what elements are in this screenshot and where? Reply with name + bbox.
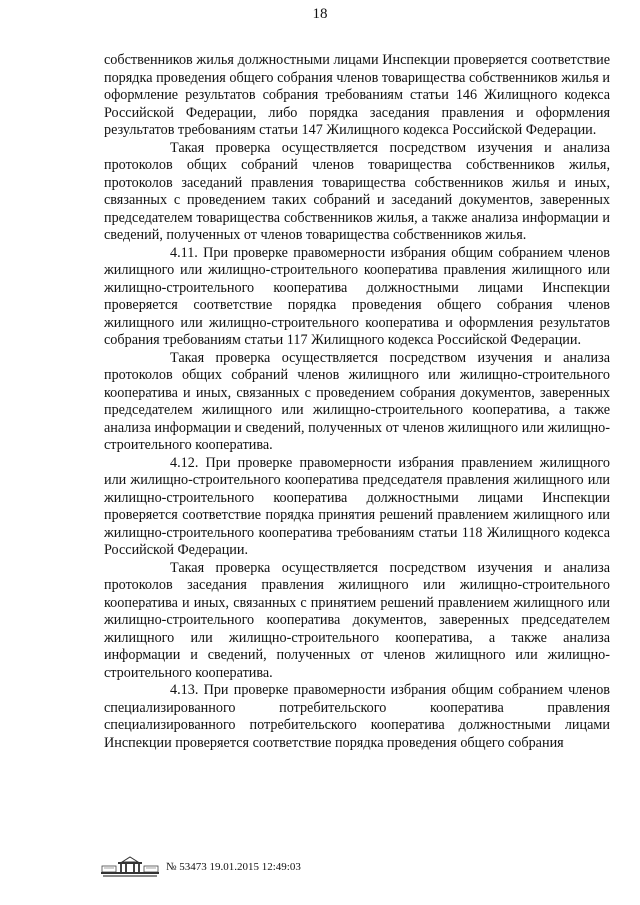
paragraph-4-12: 4.12. При проверке правомерности избрания правлением жилищного или жилищно-строительного кооператива председателя правления жилищного или жилищно-строительного кооператива должностными лицами Инспекции проверяется соответствие порядка принятия решений правлением жилищного или жилищно-строительного кооператива требованиям статьи 118 Жилищного кодекса Российской Федерации. [104, 454, 610, 558]
paragraph-tsj-check: Такая проверка осуществляется посредством изучения и анализа протоколов общих собраний членов товарищества собственников жилья, протоколов заседаний правления товарищества собственников жилья и иных, связанных с проведением таких собраний и заседаний документов, заверенных председателем товарищества собственников жилья, а также анализа информации и сведений, полученных от членов товарищества собственников жилья. [104, 139, 610, 243]
paragraph-4-13: 4.13. При проверке правомерности избрания общим собранием членов специализированного потребительского кооператива правления специализированного потребительского кооператива должностными лицами Инспекции проверяется соответствие порядка проведения общего собрания [104, 682, 610, 751]
document-footer [100, 856, 360, 878]
government-building-emblem-icon [100, 856, 160, 878]
paragraph-4-11: 4.11. При проверке правомерности избрания общим собранием членов жилищного или жилищно-строительного кооператива правления жилищного или жилищно-строительного кооператива должностными лицами Инспекции проверяется соответствие порядка проведения общего собрания членов жилищного или жилищно-строительного кооператива и оформления результатов собрания требованиям статьи 117 Жилищного кодекса Российской Федерации. [104, 244, 610, 348]
document-body [104, 52, 610, 752]
registration-stamp: № 53473 19.01.2015 12:49:03 [166, 861, 301, 873]
paragraph-4-11-check: Такая проверка осуществляется посредством изучения и анализа протоколов общих собраний членов жилищного или жилищно-строительного кооператива и иных, связанных с проведением собрания документов, заверенных председателем жилищного или жилищно-строительного кооператива, а также анализа информации и сведений, полученных от членов жилищного или жилищно-строительного кооператива. [104, 349, 610, 453]
paragraph-4-12-check: Такая проверка осуществляется посредством изучения и анализа протоколов заседания правления жилищного или жилищно-строительного кооператива и иных, связанных с принятием решений правлением жилищного или жилищно-строительного кооператива документов, заверенных председателем жилищного или жилищно-строительного кооператива, а также анализа информации и сведений, полученных от членов жилищного или жилищно-строительного кооператива. [104, 559, 610, 681]
page-number: 18 [312, 6, 328, 22]
paragraph-continuation: собственников жилья должностными лицами Инспекции проверяется соответствие порядка проведения общего собрания членов товарищества собственников жилья и оформление результатов собрания требованиям статьи 146 Жилищного кодекса Российской Федерации, либо порядка заседания правления и оформления результатов требованиям статьи 147 Жилищного кодекса Российской Федерации. [104, 52, 610, 138]
